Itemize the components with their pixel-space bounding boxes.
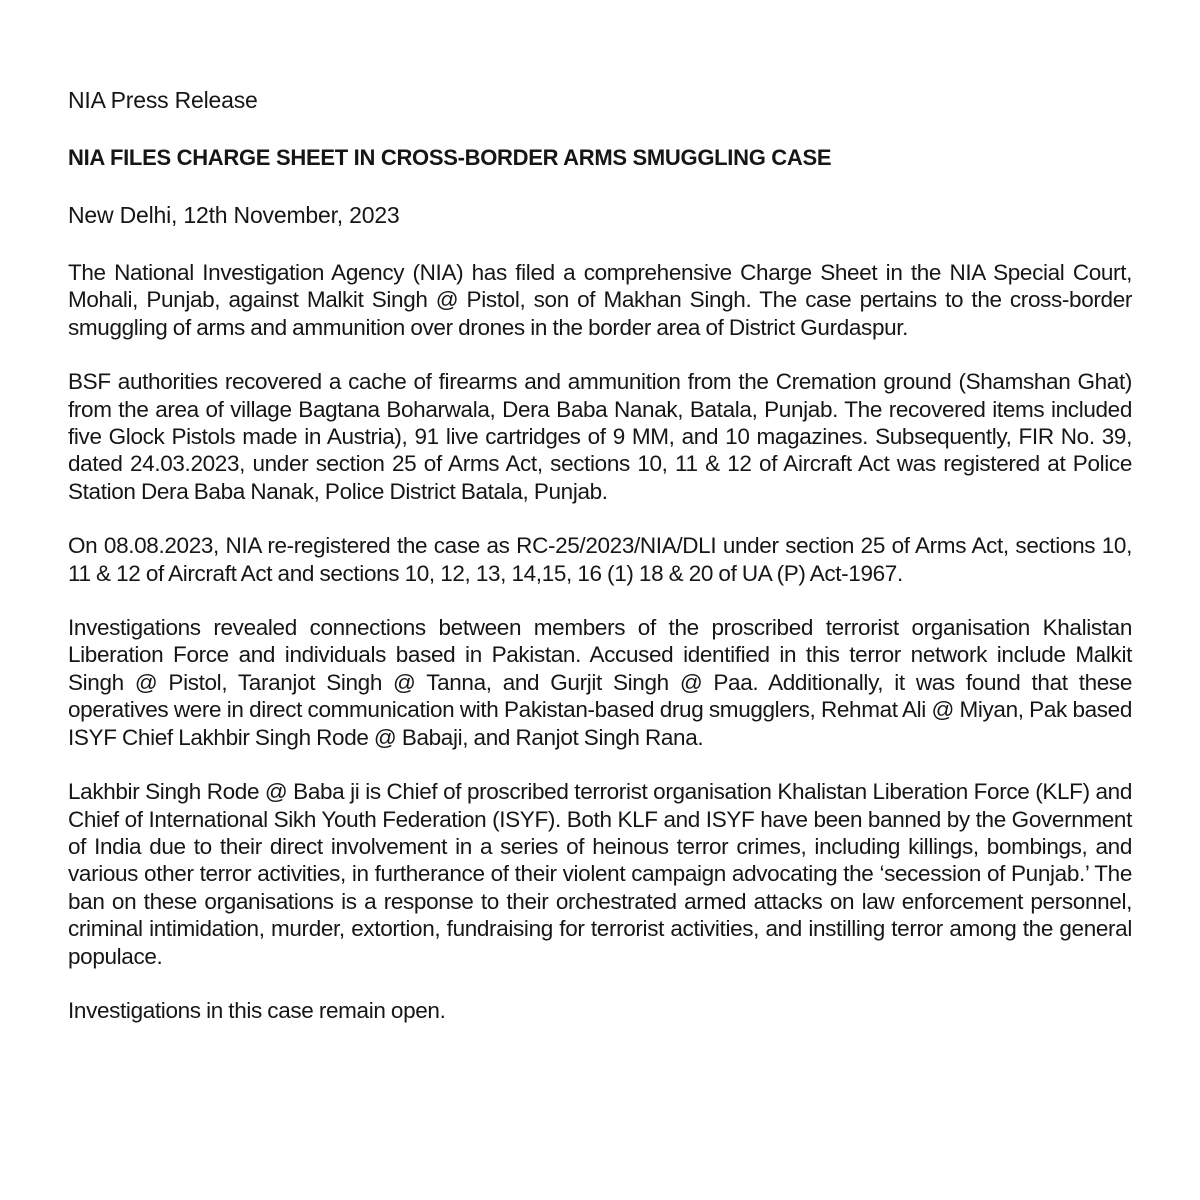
paragraph-klf-background: Lakhbir Singh Rode @ Baba ji is Chief of proscribed terrorist organisation Khalistan Liberation Force (KLF) and Chief of International Sikh Youth Federation (ISYF). Both KLF and ISYF have been banned by the Government of India due to their direct involvement in a series of heinous terror crimes, including killings, bombings, and various other terror activities, in furtherance of their violent campaign advocating the ‘secession of Punjab.’ The ban on these organisations is a response to their orchestrated armed attacks on law enforcement personnel, criminal intimidation, murder, extortion, fundraising for terrorist activities, and instilling terror among the general populace. <box>68 779 1132 969</box>
paragraph-charge-sheet: The National Investigation Agency (NIA) has filed a comprehensive Charge Sheet in the NIA Special Court, Mohali, Punjab, against Malkit Singh @ Pistol, son of Makhan Singh. The case pertains to the cross-border smuggling of arms and ammunition over drones in the border area of District Gurdaspur. <box>68 260 1132 340</box>
dateline: New Delhi, 12th November, 2023 <box>68 202 400 228</box>
paragraph-investigation-findings: Investigations revealed connections between members of the proscribed terrorist organisation Khalistan Liberation Force and individuals based in Pakistan. Accused identified in this terror network include Malkit Singh @ Pistol, Taranjot Singh @ Tanna, and Gurjit Singh @ Paa. Additionally, it was found that these operatives were in direct communication with Pakistan-based drug smugglers, Rehmat Ali @ Miyan, Pak based ISYF Chief Lakhbir Singh Rode @ Babaji, and Ranjot Singh Rana. <box>68 615 1132 750</box>
paragraph-re-registration: On 08.08.2023, NIA re-registered the case as RC-25/2023/NIA/DLI under section 25 of Arms Act, sections 10, 11 & 12 of Aircraft Act and sections 10, 12, 13, 14,15, 16 (1) 18 & 20 of UA (P) Act-1967. <box>68 533 1132 586</box>
paragraph-recovery: BSF authorities recovered a cache of firearms and ammunition from the Cremation ground (Shamshan Ghat) from the area of village Bagtana Boharwala, Dera Baba Nanak, Batala, Punjab. The recovered items included five Glock Pistols made in Austria), 91 live cartridges of 9 MM, and 10 magazines. Subsequently, FIR No. 39, dated 24.03.2023, under section 25 of Arms Act, sections 10, 11 & 12 of Aircraft Act was registered at Police Station Dera Baba Nanak, Police District Batala, Punjab. <box>68 369 1132 504</box>
document-label: NIA Press Release <box>68 87 258 113</box>
paragraph-closing: Investigations in this case remain open. <box>68 997 446 1023</box>
press-release-document <box>68 86 1132 1024</box>
headline: NIA FILES CHARGE SHEET IN CROSS-BORDER ARMS SMUGGLING CASE <box>68 145 832 170</box>
